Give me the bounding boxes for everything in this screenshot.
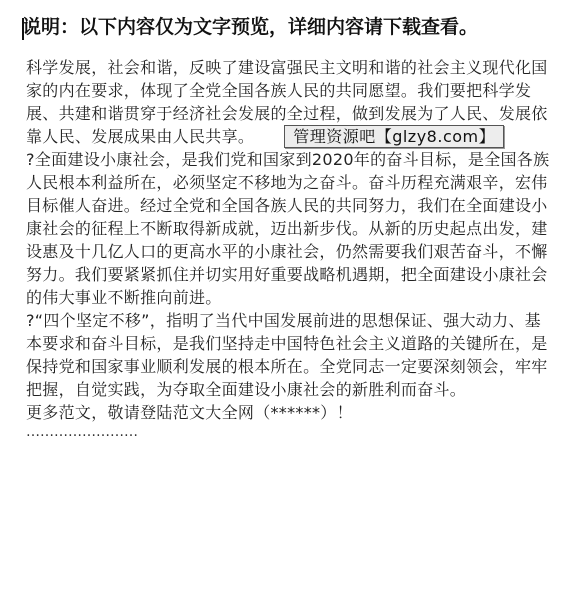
paragraph-1-text: 科学发展，社会和谐，反映了建设富强民主文明和谐的社会主义现代化国家的内在要求，体现了全党全国各族人民的共同愿望。我们要把科学发展、共建和谐贯穿于经济社会发展的全过程，做到发展为了人民、发展依靠人民、发展成果由人民共享。 [26,58,548,146]
document-body [26,56,556,440]
ellipsis-line: …………………… [26,424,138,440]
site-link[interactable]: 管理资源吧【glzy8.com】 [284,125,504,148]
paragraph-1 [26,56,556,148]
paragraph-4: 更多范文，敬请登陆范文大全网（******）！ [26,403,353,422]
paragraph-3: ?“四个坚定不移”，指明了当代中国发展前进的思想保证、强大动力、基本要求和奋斗目标，是我们坚持走中国特色社会主义道路的关键所在，是保持党和国家事业顺利发展的根本所在。全党同志一定要深刻领会，牢牢把握，自觉实践，为夺取全面建设小康社会的新胜利而奋斗。 [26,311,548,399]
paragraph-2: ?全面建设小康社会，是我们党和国家到2020年的奋斗目标，是全国各族人民根本利益所在，必须坚定不移地为之奋斗。奋斗历程充满艰辛，宏伟目标催人奋进。经过全党和全国各族人民的共同努力，我们在全面建设小康社会的征程上不断取得新成就，迈出新步伐。从新的历史起点出发，建设惠及十几亿人口的更高水平的小康社会，仍然需要我们艰苦奋斗，不懈努力。我们要紧紧抓住并切实用好重要战略机遇期，把全面建设小康社会的伟大事业不断推向前进。 [26,150,550,307]
preview-notice: 说明：以下内容仅为文字预览，详细内容请下载查看。 [22,16,479,38]
